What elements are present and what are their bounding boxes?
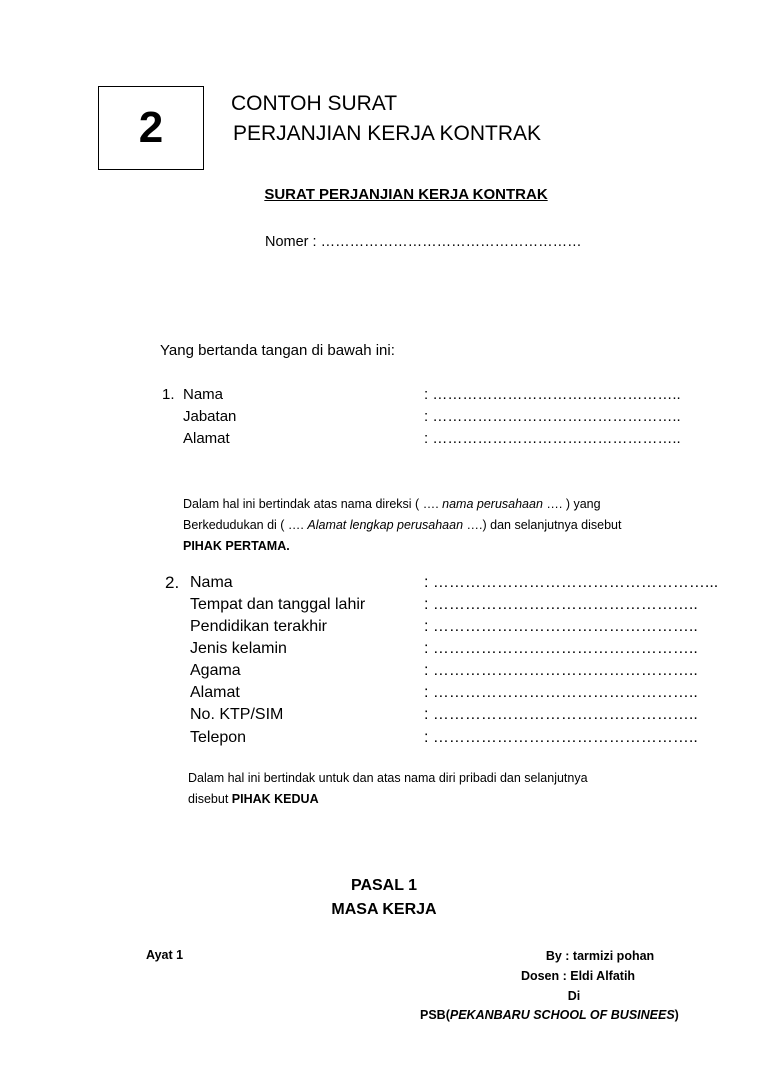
party1-desc-line1 bbox=[183, 494, 601, 515]
party1-value-jabatan: : ………………………………………….. bbox=[424, 408, 681, 425]
party2-value-jenis-kelamin: : ………………………………………….. bbox=[424, 640, 698, 657]
letter-title: SURAT PERJANJIAN KERJA KONTRAK bbox=[264, 186, 548, 203]
credit-psb: PSB( bbox=[420, 1008, 450, 1022]
credit-dosen: Dosen : Eldi Alfatih bbox=[520, 969, 636, 983]
pasal-number: PASAL 1 bbox=[350, 877, 418, 894]
pasal-title: MASA KERJA bbox=[331, 901, 437, 918]
party1-number: 1. bbox=[162, 386, 175, 403]
party1-label-alamat: Alamat bbox=[183, 430, 230, 447]
party1-desc-l1c: …. ) yang bbox=[542, 497, 601, 511]
section-number: 2 bbox=[138, 103, 164, 152]
party2-desc-pihak-kedua: PIHAK KEDUA bbox=[231, 792, 319, 806]
party2-value-agama: : ………………………………………….. bbox=[424, 662, 698, 679]
party2-label-agama: Agama bbox=[190, 662, 241, 679]
credit-close: ) bbox=[674, 1008, 679, 1022]
party1-value-nama: : ………………………………………….. bbox=[424, 386, 681, 403]
letter-title-wrap bbox=[0, 186, 768, 204]
party1-value-alamat: : ………………………………………….. bbox=[424, 430, 681, 447]
party2-value-alamat: : ………………………………………….. bbox=[424, 684, 698, 701]
credit-di: Di bbox=[567, 989, 581, 1003]
party2-value-nama: : ……………………………………………... bbox=[424, 574, 719, 591]
header-line-1: CONTOH SURAT bbox=[231, 92, 398, 115]
party2-value-ktp: : ………………………………………….. bbox=[424, 706, 698, 723]
credit-school bbox=[420, 1005, 679, 1025]
party2-desc-l2a: disebut bbox=[188, 792, 232, 806]
party1-desc-company-address: Alamat lengkap perusahaan bbox=[307, 518, 464, 532]
party2-label-ttl: Tempat dan tanggal lahir bbox=[190, 596, 366, 613]
ayat-label: Ayat 1 bbox=[146, 948, 184, 962]
party2-label-telepon: Telepon bbox=[190, 729, 247, 746]
party2-desc-line1: Dalam hal ini bertindak untuk dan atas nama diri pribadi dan selanjutnya bbox=[188, 771, 588, 785]
party1-desc-l2a: Berkedudukan di ( …. bbox=[183, 518, 308, 532]
party2-value-pendidikan: : ………………………………………….. bbox=[424, 618, 698, 635]
party1-desc-line2 bbox=[183, 515, 621, 536]
section-number-box bbox=[98, 86, 204, 170]
party2-desc-line2 bbox=[188, 789, 319, 810]
party1-desc-company-name: nama perusahaan bbox=[442, 497, 543, 511]
credit-by: By : tarmizi pohan bbox=[545, 949, 655, 963]
party1-label-nama: Nama bbox=[183, 386, 224, 403]
party2-label-jenis-kelamin: Jenis kelamin bbox=[190, 640, 287, 657]
party2-label-alamat: Alamat bbox=[190, 684, 240, 701]
party2-label-nama: Nama bbox=[190, 574, 233, 591]
party2-label-pendidikan: Pendidikan terakhir bbox=[190, 618, 327, 635]
letter-number: Nomer : ……………………………………………… bbox=[265, 234, 582, 250]
party2-value-telepon: : ………………………………………….. bbox=[424, 729, 698, 746]
header-line-2: PERJANJIAN KERJA KONTRAK bbox=[233, 122, 542, 145]
party1-label-jabatan: Jabatan bbox=[183, 408, 237, 425]
party2-number: 2. bbox=[165, 573, 180, 592]
party1-desc-l2c: ….) dan selanjutnya disebut bbox=[463, 518, 622, 532]
party1-desc-l1a: Dalam hal ini bertindak atas nama direksi ( …. bbox=[183, 497, 443, 511]
party2-value-ttl: : ………………………………………….. bbox=[424, 596, 698, 613]
party2-label-ktp: No. KTP/SIM bbox=[190, 706, 284, 723]
credit-school-name: PEKANBARU SCHOOL OF BUSINEES bbox=[449, 1008, 675, 1022]
intro-text: Yang bertanda tangan di bawah ini: bbox=[160, 342, 395, 359]
party1-desc-line3: PIHAK PERTAMA. bbox=[183, 539, 290, 553]
